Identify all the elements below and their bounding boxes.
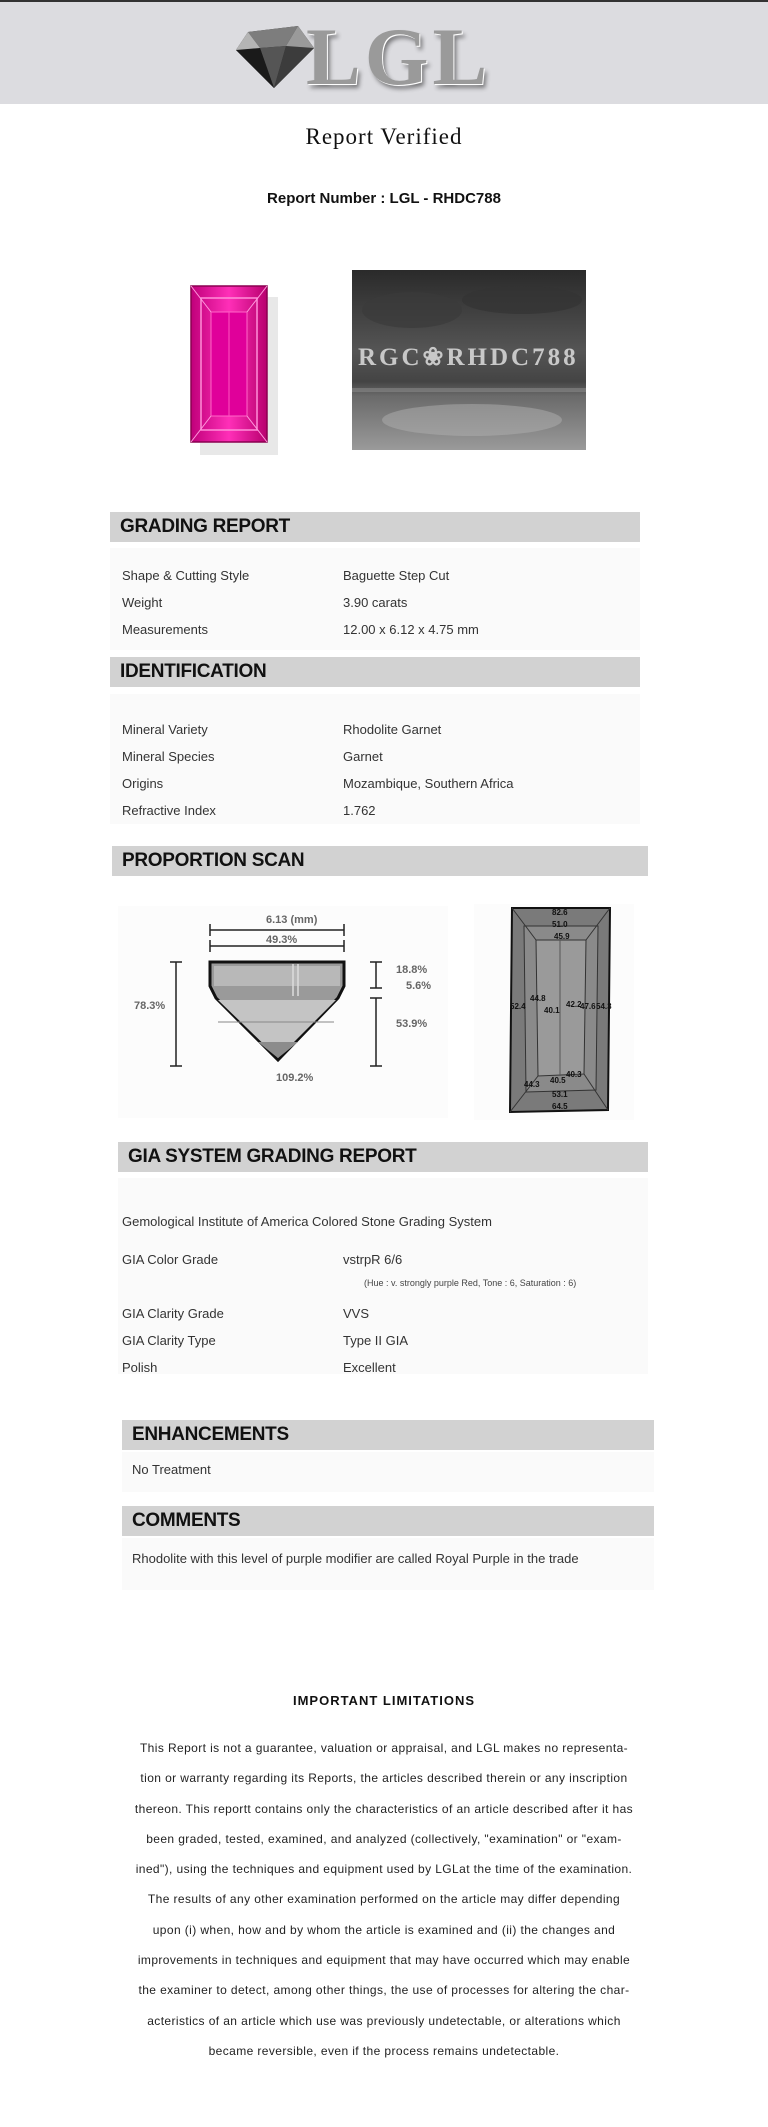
girdle-label: 5.6% [406, 980, 432, 992]
pavilion-label: 53.9% [396, 1018, 428, 1030]
row-label: Mineral Variety [122, 722, 208, 737]
gia-color-note: (Hue : v. strongly purple Red, Tone : 6, Saturation : 6) [364, 1278, 577, 1288]
row-label: Origins [122, 776, 164, 791]
top-value: 82.6 [552, 908, 568, 917]
row-value: 3.90 carats [343, 595, 408, 610]
limitations-line: This Report is not a guarantee, valuation or appraisal, and LGL makes no representa- [139, 1741, 629, 1755]
gia-subtitle: Gemological Institute of America Colored Stone Grading System [122, 1214, 492, 1229]
top-value: 64.5 [552, 1102, 568, 1111]
row-label: Shape & Cutting Style [122, 568, 250, 583]
row-label: Mineral Species [122, 749, 215, 764]
page-title: Report Verified [305, 124, 463, 149]
top-value: 51.0 [552, 920, 568, 929]
top-value: 40.3 [566, 1070, 582, 1079]
grading-report-heading: GRADING REPORT [110, 512, 640, 542]
top-value: 52.4 [510, 1002, 526, 1011]
inscription-photo [352, 270, 586, 450]
row-label: Weight [122, 595, 163, 610]
comments-heading: COMMENTS [122, 1506, 654, 1536]
enhancements-text: No Treatment [132, 1462, 211, 1477]
row-label: GIA Clarity Type [122, 1333, 216, 1348]
site-header [0, 0, 768, 104]
top-value: 47.6 [580, 1002, 596, 1011]
top-value: 44.8 [530, 994, 546, 1003]
row-value: 1.762 [343, 803, 376, 818]
row-label: Refractive Index [122, 803, 216, 818]
proportion-scan-heading: PROPORTION SCAN [112, 846, 648, 876]
comments-text: Rhodolite with this level of purple modifier are called Royal Purple in the trade [132, 1551, 579, 1566]
limitations-line: The results of any other examination performed on the article may differ depending [147, 1892, 621, 1907]
side-profile-diagram [118, 906, 448, 1118]
row-value: VVS [343, 1306, 370, 1321]
lgl-logo[interactable] [234, 11, 494, 102]
top-value: 42.2 [566, 1000, 582, 1009]
row-label: GIA Clarity Grade [122, 1306, 224, 1321]
row-label: GIA Color Grade [122, 1252, 219, 1267]
table-label: 49.3% [266, 934, 298, 946]
row-value: vstrpR 6/6 [343, 1252, 403, 1267]
limitations-line: ined"), using the techniques and equipment used by LGLat the time of the examination. [135, 1862, 633, 1877]
width-label: 6.13 (mm) [266, 914, 318, 926]
crown-label: 18.8% [396, 964, 428, 976]
top-value: 45.9 [554, 932, 570, 941]
row-value: Type II GIA [343, 1333, 409, 1348]
top-value: 44.3 [524, 1080, 540, 1089]
top-value: 40.1 [544, 1006, 560, 1015]
enhancements-heading: ENHANCEMENTS [122, 1420, 654, 1450]
row-label: Measurements [122, 622, 208, 637]
row-value: Excellent [343, 1360, 396, 1375]
gia-report-heading: GIA SYSTEM GRADING REPORT [118, 1142, 648, 1172]
limitations-line: thereon. This reportt contains only the characteristics of an article described after it has [134, 1801, 634, 1816]
gem-image [133, 270, 323, 460]
limitations-line: been graded, tested, examined, and analyzed (collectively, "examination" or "exam- [146, 1831, 622, 1846]
top-view-diagram [474, 904, 634, 1120]
diamond-icon [234, 22, 316, 92]
limitations-line: the examiner to detect, among other things, the use of processes for altering the char- [138, 1983, 630, 1998]
row-value: Rhodolite Garnet [343, 722, 442, 737]
limitations-heading: IMPORTANT LIMITATIONS [292, 1693, 476, 1708]
top-value: 40.5 [550, 1076, 566, 1085]
row-label: Polish [122, 1360, 158, 1375]
row-value: Garnet [343, 749, 383, 764]
limitations-line: upon (i) when, how and by whom the article is examined and (ii) the changes and [152, 1922, 616, 1937]
limitations-line: tion or warranty regarding its Reports, the articles described therein or any inscription [140, 1771, 628, 1786]
report-number: Report Number : LGL - RHDC788 [267, 190, 501, 207]
identification-heading: IDENTIFICATION [110, 657, 640, 687]
logo-text: LGL [306, 11, 492, 102]
limitations-line: improvements in techniques and equipment that may have occurred which may enable [137, 1953, 631, 1968]
row-value: Mozambique, Southern Africa [343, 776, 514, 791]
limitations-body [118, 1733, 650, 2066]
length-width-label: 109.2% [276, 1072, 314, 1084]
inscription-text: RGC❀RHDC788 [358, 344, 579, 371]
row-value: 12.00 x 6.12 x 4.75 mm [343, 622, 479, 637]
total-depth-label: 78.3% [134, 1000, 166, 1012]
limitations-line: acteristics of an article which use was previously undetectable, or alterations which [147, 2013, 621, 2028]
gem-photo [133, 270, 323, 460]
row-value: Baguette Step Cut [343, 568, 450, 583]
top-value: 53.1 [552, 1090, 568, 1099]
top-value: 54.3 [596, 1002, 612, 1011]
limitations-line: became reversible, even if the process remains undetectable. [208, 2043, 560, 2058]
